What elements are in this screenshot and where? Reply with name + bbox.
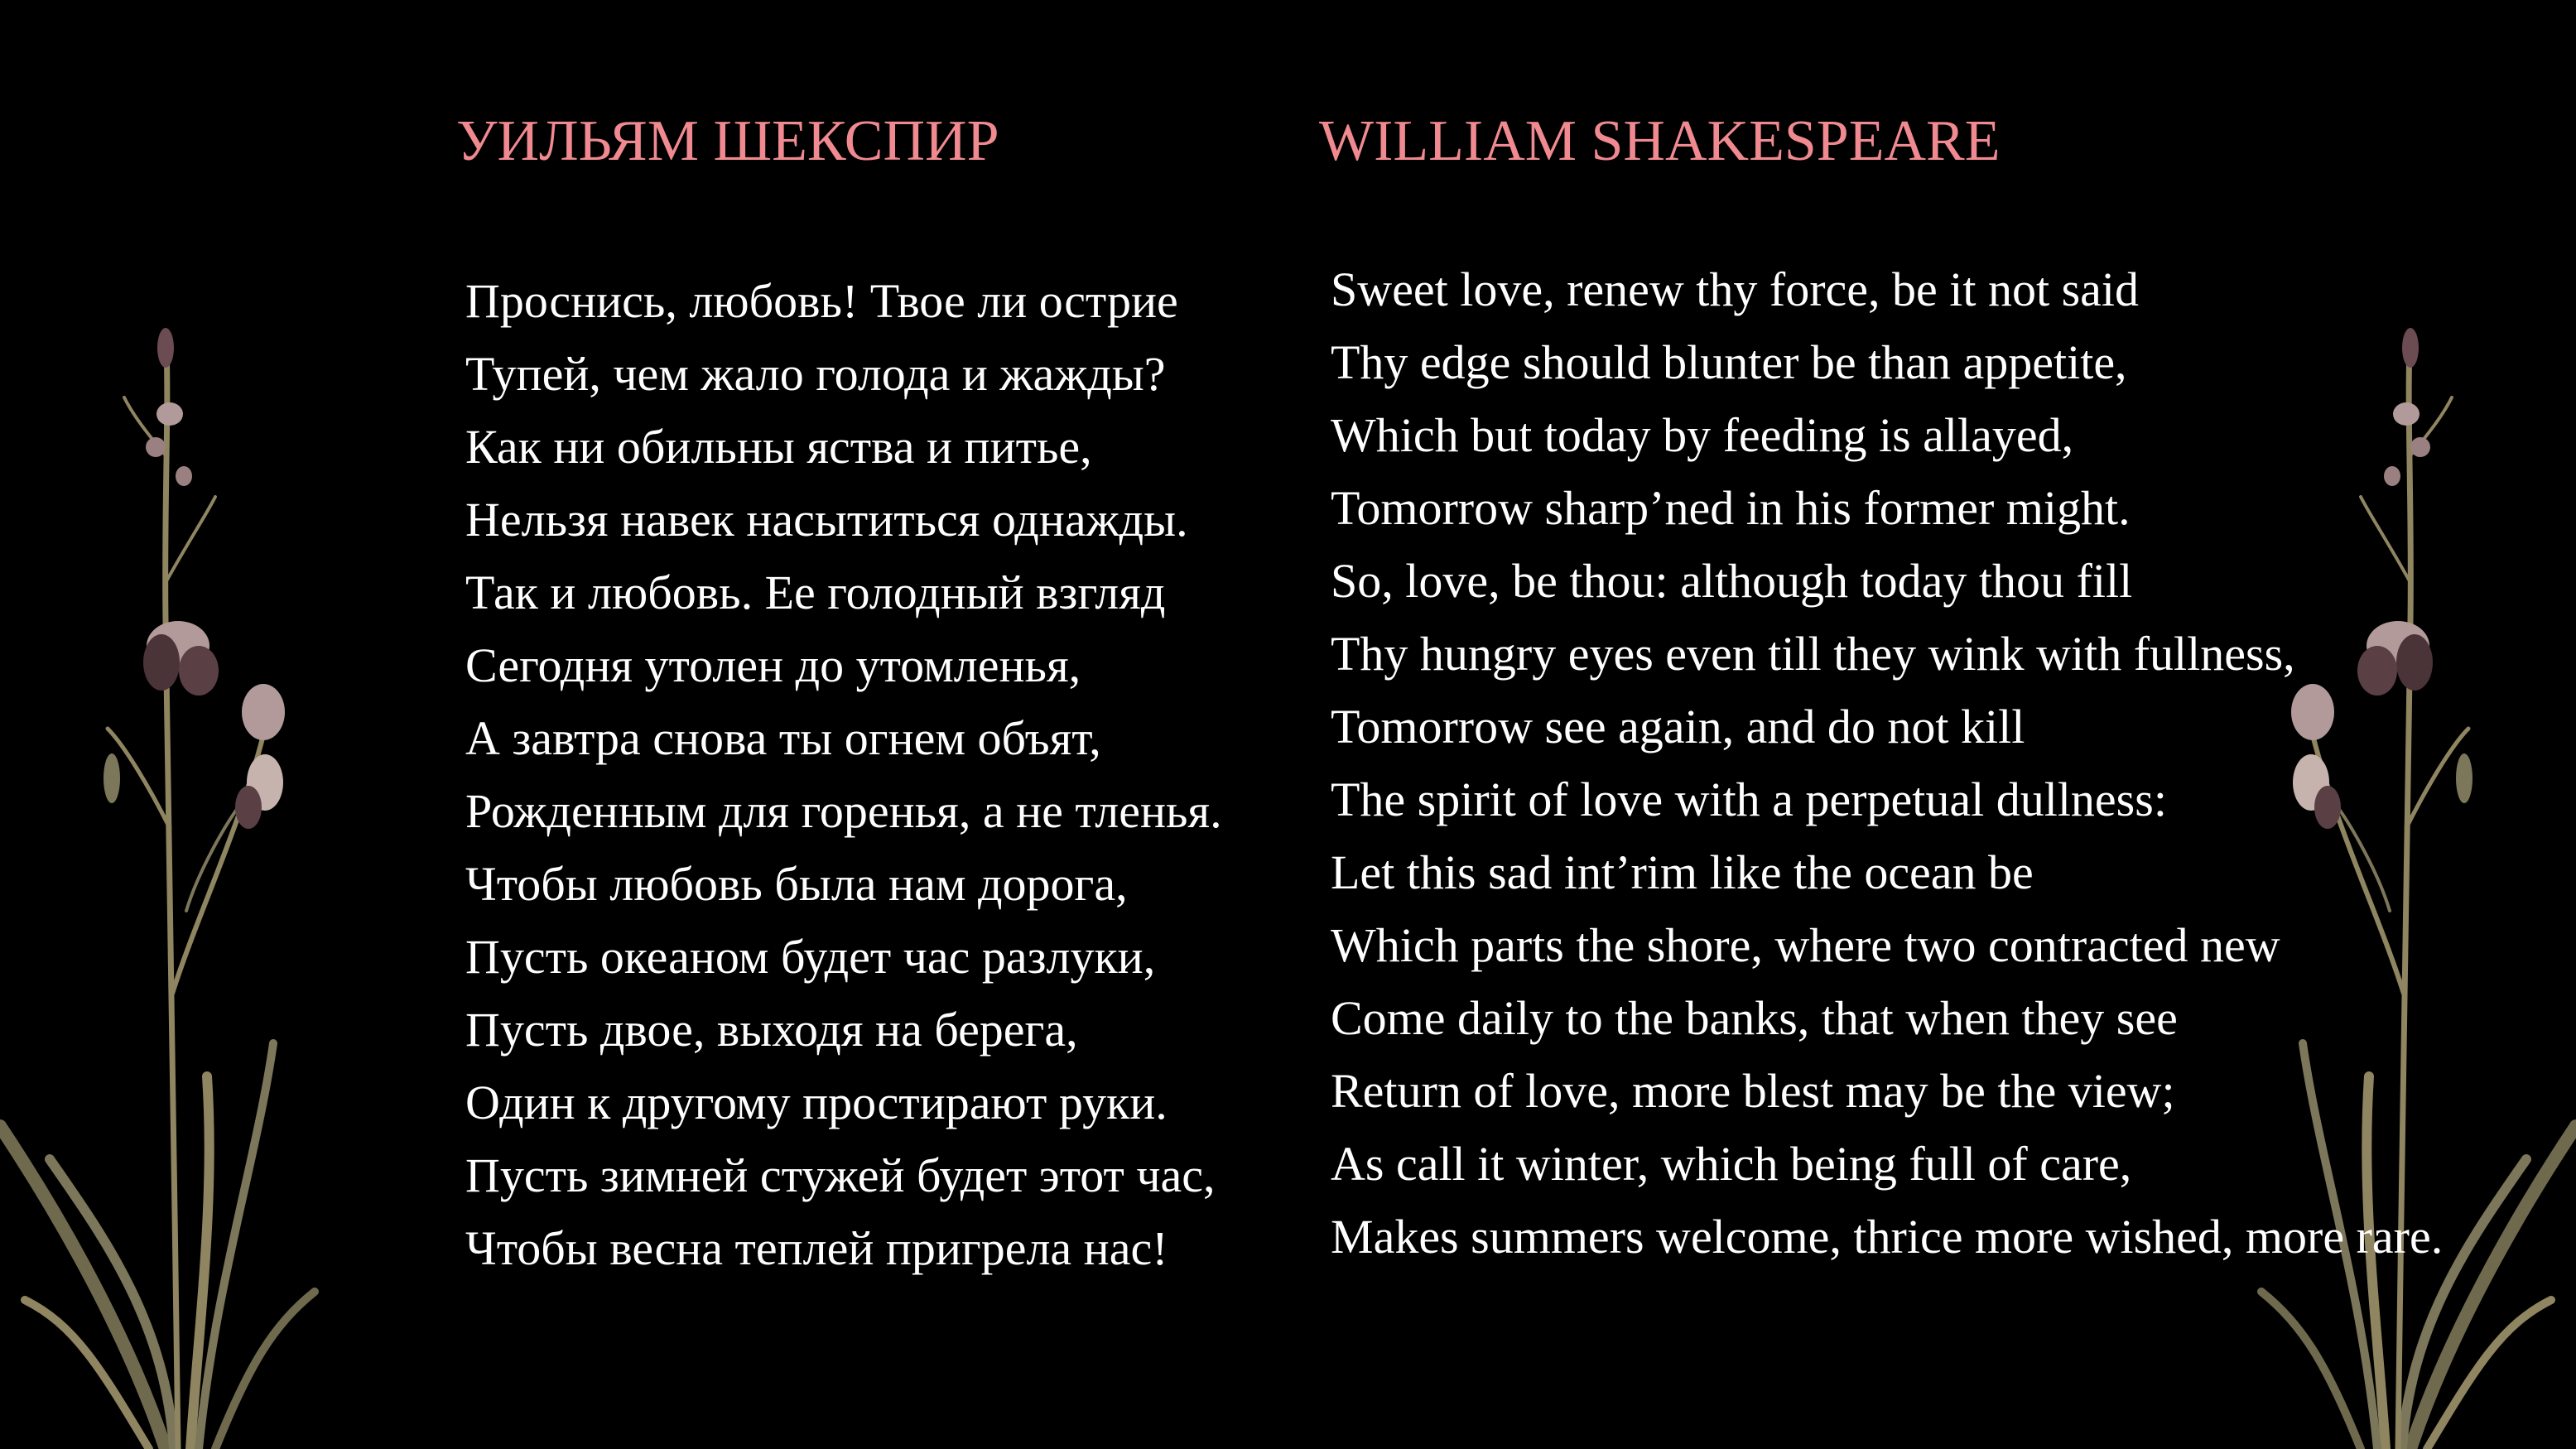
russian-poem [465, 265, 1222, 1285]
poem-line: As call it winter, which being full of care, [1331, 1137, 2132, 1191]
poem-line: Пусть зимней стужей будет этот час, [465, 1148, 1216, 1202]
poem-line: Let this sad int’rim like the ocean be [1331, 845, 2034, 899]
poem-line: Рожденным для горенья, а не тленья. [465, 784, 1222, 838]
poem-line: Sweet love, renew thy force, be it not said [1331, 262, 2140, 316]
russian-title: УИЛЬЯМ ШЕКСПИР [456, 109, 999, 173]
poem-line: Tomorrow sharp’ned in his former might. [1331, 481, 2131, 535]
poem-line: А завтра снова ты огнем объят, [465, 711, 1101, 765]
poem-line: Пусть двое, выходя на берега, [465, 1003, 1078, 1057]
english-poem [1331, 253, 2443, 1273]
poem-line: Нельзя навек насытиться однажды. [465, 493, 1188, 546]
poem-line: Thy hungry eyes even till they wink with fullness, [1331, 627, 2295, 681]
english-title: WILLIAM SHAKESPEARE [1319, 109, 2001, 173]
poem-line: Thy edge should blunter be than appetite, [1331, 335, 2127, 389]
poem-line: Tomorrow see again, and do not kill [1331, 700, 2025, 753]
poem-line: Как ни обильны яства и питье, [465, 420, 1092, 474]
poem-line: Come daily to the banks, that when they see [1331, 991, 2178, 1045]
poem-line: Makes summers welcome, thrice more wished, more rare. [1331, 1210, 2444, 1264]
poem-line: Return of love, more blest may be the view; [1331, 1064, 2175, 1118]
poem-line: Чтобы весна теплей пригрела нас! [465, 1221, 1168, 1275]
poem-line: Сегодня утолен до утомленья, [465, 638, 1081, 692]
poem-line: Which parts the shore, where two contracted new [1331, 918, 2280, 972]
poem-line: The spirit of love with a perpetual dullness: [1331, 773, 2167, 826]
poem-line: Один к другому простирают руки. [465, 1076, 1168, 1129]
poem-line: Which but today by feeding is allayed, [1331, 408, 2074, 462]
left-iris-illustration [0, 0, 331, 1449]
poem-line: Пусть океаном будет час разлуки, [465, 930, 1156, 984]
poem-line: Тупей, чем жало голода и жажды? [465, 347, 1166, 401]
poem-line: So, love, be thou: although today thou fill [1331, 554, 2133, 608]
poem-line: Чтобы любовь была нам дорога, [465, 857, 1128, 911]
poem-line: Так и любовь. Ее голодный взгляд [465, 566, 1166, 619]
poem-line: Проснись, любовь! Твое ли острие [465, 274, 1178, 328]
